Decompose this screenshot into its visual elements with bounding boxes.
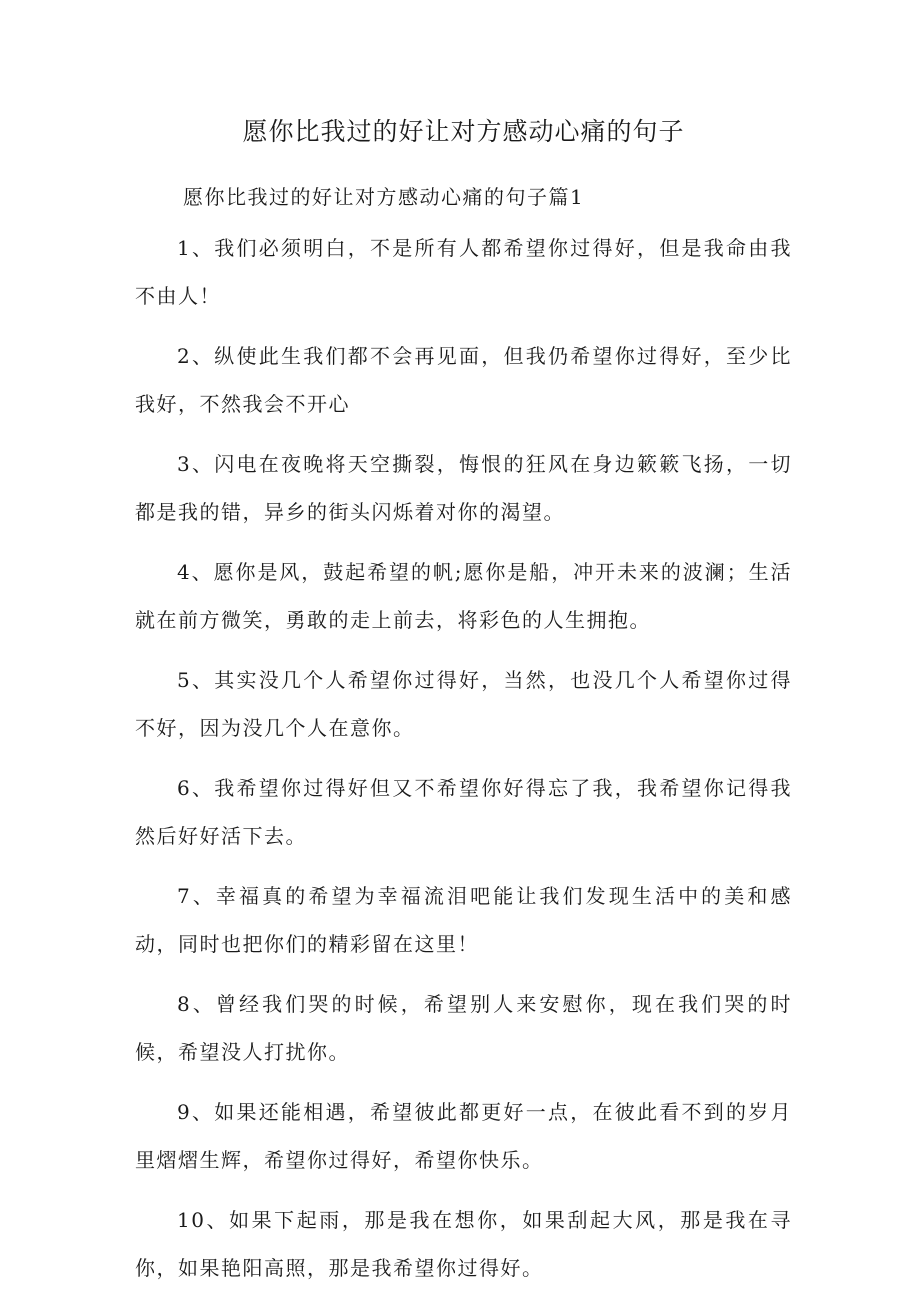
sentence-item: 1、我们必须明白，不是所有人都希望你过得好，但是我命由我不由人！	[135, 236, 792, 308]
sentence-item: 4、愿你是风，鼓起希望的帆;愿你是船，冲开未来的波澜；生活就在前方微笑，勇敢的走上前去，将彩色的人生拥抱。	[135, 560, 792, 632]
sentence-item: 9、如果还能相遇，希望彼此都更好一点，在彼此看不到的岁月里熠熠生辉，希望你过得好，希望你快乐。	[135, 1100, 792, 1172]
sentence-item: 8、曾经我们哭的时候，希望别人来安慰你，现在我们哭的时候，希望没人打扰你。	[135, 992, 792, 1064]
sentence-item: 5、其实没几个人希望你过得好，当然，也没几个人希望你过得不好，因为没几个人在意你。	[135, 668, 792, 740]
sentence-item: 2、纵使此生我们都不会再见面，但我仍希望你过得好，至少比我好，不然我会不开心	[135, 344, 792, 416]
sentence-item: 10、如果下起雨，那是我在想你，如果刮起大风，那是我在寻你，如果艳阳高照，那是我希望你过得好。	[135, 1208, 792, 1280]
document-title: 愿你比我过的好让对方感动心痛的句子	[242, 117, 685, 146]
document-subtitle: 愿你比我过的好让对方感动心痛的句子篇1	[183, 185, 585, 209]
sentence-item: 6、我希望你过得好但又不希望你好得忘了我，我希望你记得我然后好好活下去。	[135, 776, 792, 848]
sentence-item: 3、闪电在夜晚将天空撕裂，悔恨的狂风在身边簌簌飞扬，一切都是我的错，异乡的街头闪烁着对你的渴望。	[135, 452, 792, 524]
sentence-item: 7、幸福真的希望为幸福流泪吧能让我们发现生活中的美和感动，同时也把你们的精彩留在这里！	[135, 884, 792, 956]
sentence-list	[135, 224, 792, 1292]
